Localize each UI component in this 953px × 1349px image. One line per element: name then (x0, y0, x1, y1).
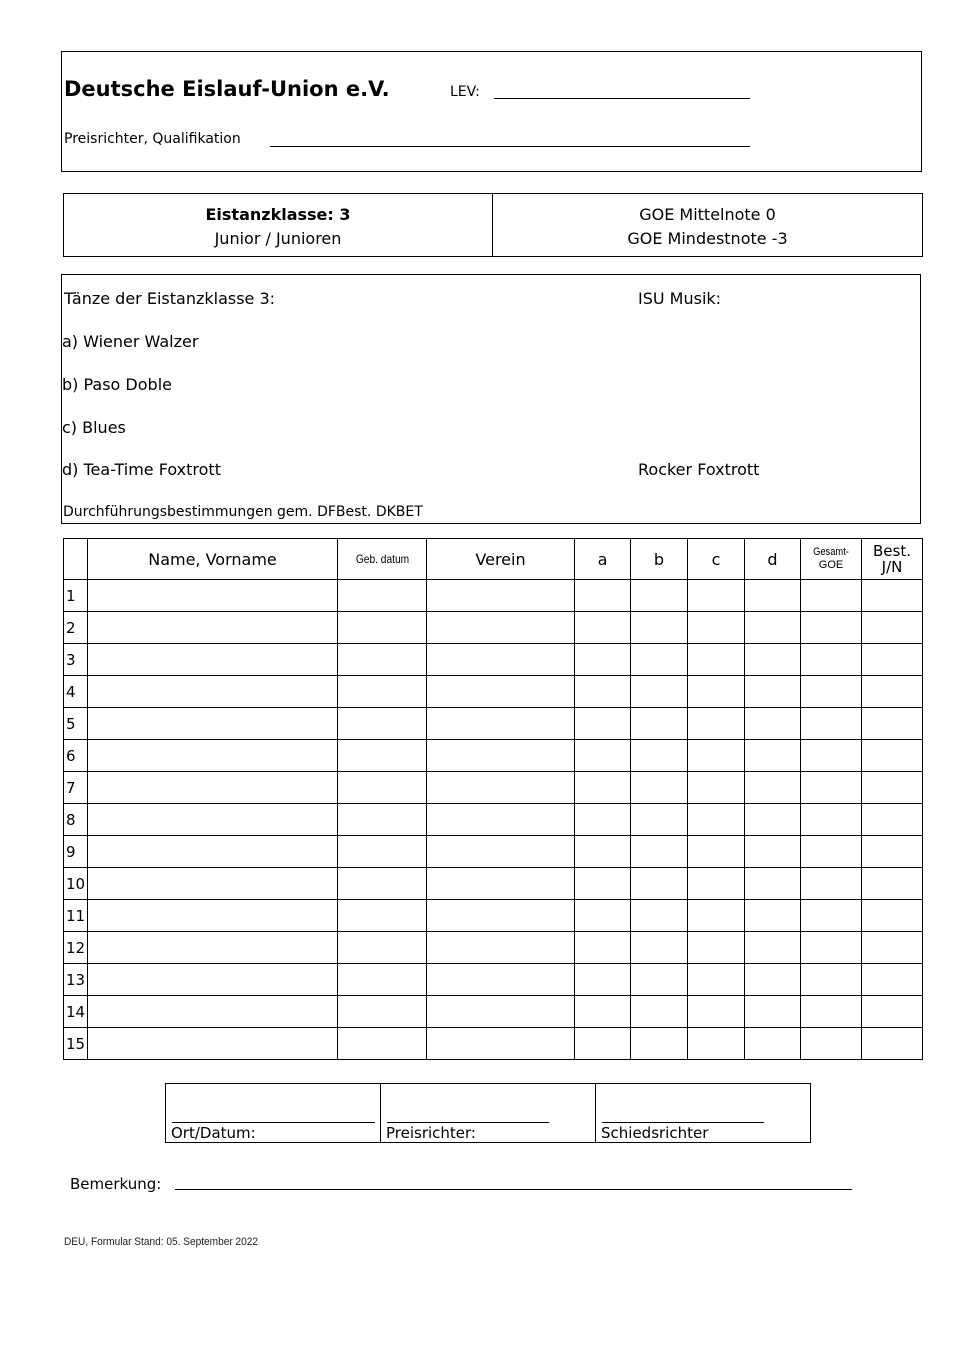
cell-total-goe[interactable] (801, 612, 862, 644)
dances-heading: Tänze der Eistanzklasse 3: (64, 289, 276, 308)
table-row (64, 868, 923, 900)
cell-c[interactable] (688, 740, 745, 772)
cell-name[interactable] (88, 644, 338, 676)
cell-club[interactable] (427, 644, 575, 676)
cell-name[interactable] (88, 740, 338, 772)
cell-c[interactable] (688, 932, 745, 964)
cell-name[interactable] (88, 868, 338, 900)
header-passed-line1: Best. (873, 542, 911, 560)
cell-birth-date[interactable] (338, 740, 427, 772)
cell-club[interactable] (427, 804, 575, 836)
cell-b[interactable] (631, 580, 688, 612)
row-number: 7 (64, 772, 88, 804)
cell-c[interactable] (688, 644, 745, 676)
footer-note: DEU, Formular Stand: 05. September 2022 (64, 1236, 259, 1248)
cell-a[interactable] (575, 996, 631, 1028)
cell-c[interactable] (688, 772, 745, 804)
cell-d[interactable] (745, 1028, 801, 1060)
cell-club[interactable] (427, 580, 575, 612)
referee-signature-label: Schiedsrichter (601, 1124, 709, 1142)
cell-a[interactable] (575, 900, 631, 932)
goe-min: GOE Mindestnote -3 (627, 229, 788, 248)
cell-b[interactable] (631, 836, 688, 868)
cell-d[interactable] (745, 868, 801, 900)
lev-input-line[interactable] (494, 98, 750, 99)
cell-c[interactable] (688, 708, 745, 740)
row-number: 10 (64, 868, 88, 900)
header-box (61, 51, 922, 172)
cell-club[interactable] (427, 964, 575, 996)
cell-a[interactable] (575, 772, 631, 804)
dance-d-music: Rocker Foxtrott (638, 460, 760, 479)
header-total-goe-line1: Gesamt- (813, 546, 849, 558)
referee-signature-line (602, 1122, 764, 1123)
cell-c[interactable] (688, 580, 745, 612)
row-number: 1 (64, 580, 88, 612)
cell-b[interactable] (631, 772, 688, 804)
cell-passed[interactable] (862, 708, 923, 740)
cell-b[interactable] (631, 868, 688, 900)
cell-passed[interactable] (862, 644, 923, 676)
header-b: b (631, 539, 688, 580)
cell-total-goe[interactable] (801, 964, 862, 996)
cell-name[interactable] (88, 804, 338, 836)
cell-d[interactable] (745, 580, 801, 612)
cell-total-goe[interactable] (801, 868, 862, 900)
table-row (64, 612, 923, 644)
cell-name[interactable] (88, 708, 338, 740)
goe-mean: GOE Mittelnote 0 (639, 205, 776, 224)
header-club: Verein (427, 539, 575, 580)
cell-b[interactable] (631, 1028, 688, 1060)
cell-club[interactable] (427, 996, 575, 1028)
row-number: 9 (64, 836, 88, 868)
cell-total-goe[interactable] (801, 644, 862, 676)
dance-d: d) Tea-Time Foxtrott (62, 460, 221, 479)
row-number: 14 (64, 996, 88, 1028)
cell-name[interactable] (88, 612, 338, 644)
table-row (64, 708, 923, 740)
regulations-note: Durchführungsbestimmungen gem. DFBest. DKBET (63, 504, 423, 520)
cell-a[interactable] (575, 836, 631, 868)
row-number: 2 (64, 612, 88, 644)
cell-name[interactable] (88, 996, 338, 1028)
cell-name[interactable] (88, 932, 338, 964)
cell-total-goe[interactable] (801, 676, 862, 708)
class-cell (64, 194, 493, 256)
lev-label: LEV: (450, 84, 480, 100)
cell-birth-date[interactable] (338, 580, 427, 612)
header-num (64, 539, 88, 580)
cell-name[interactable] (88, 580, 338, 612)
cell-a[interactable] (575, 868, 631, 900)
cell-b[interactable] (631, 964, 688, 996)
cell-passed[interactable] (862, 836, 923, 868)
row-number: 6 (64, 740, 88, 772)
cell-birth-date[interactable] (338, 1028, 427, 1060)
cell-c[interactable] (688, 900, 745, 932)
cell-a[interactable] (575, 612, 631, 644)
cell-c[interactable] (688, 804, 745, 836)
cell-total-goe[interactable] (801, 996, 862, 1028)
signature-box (165, 1083, 811, 1143)
cell-name[interactable] (88, 964, 338, 996)
cell-total-goe[interactable] (801, 772, 862, 804)
judge-signature-label: Preisrichter: (386, 1124, 476, 1142)
cell-passed[interactable] (862, 740, 923, 772)
cell-birth-date[interactable] (338, 708, 427, 740)
judge-signature-cell[interactable] (381, 1084, 596, 1142)
row-number: 11 (64, 900, 88, 932)
class-box (63, 193, 923, 257)
cell-c[interactable] (688, 676, 745, 708)
cell-a[interactable] (575, 676, 631, 708)
row-number: 13 (64, 964, 88, 996)
cell-name[interactable] (88, 900, 338, 932)
cell-a[interactable] (575, 804, 631, 836)
cell-b[interactable] (631, 740, 688, 772)
cell-a[interactable] (575, 708, 631, 740)
cell-total-goe[interactable] (801, 804, 862, 836)
cell-total-goe[interactable] (801, 900, 862, 932)
goe-cell (493, 194, 922, 256)
cell-d[interactable] (745, 772, 801, 804)
cell-a[interactable] (575, 964, 631, 996)
table-row (64, 932, 923, 964)
cell-total-goe[interactable] (801, 932, 862, 964)
cell-c[interactable] (688, 1028, 745, 1060)
referee-signature-cell[interactable] (596, 1084, 810, 1142)
judge-qualification-input-line[interactable] (270, 146, 750, 147)
table-row (64, 900, 923, 932)
cell-passed[interactable] (862, 964, 923, 996)
cell-a[interactable] (575, 644, 631, 676)
cell-c[interactable] (688, 612, 745, 644)
row-number: 8 (64, 804, 88, 836)
place-date-label: Ort/Datum: (171, 1124, 256, 1142)
cell-d[interactable] (745, 612, 801, 644)
cell-d[interactable] (745, 644, 801, 676)
results-table (63, 538, 923, 1060)
organization-title: Deutsche Eislauf-Union e.V. (64, 77, 390, 101)
cell-birth-date[interactable] (338, 612, 427, 644)
cell-name[interactable] (88, 836, 338, 868)
cell-name[interactable] (88, 772, 338, 804)
table-row (64, 740, 923, 772)
cell-total-goe[interactable] (801, 1028, 862, 1060)
header-total-goe (801, 539, 862, 580)
cell-c[interactable] (688, 836, 745, 868)
cell-club[interactable] (427, 772, 575, 804)
cell-club[interactable] (427, 708, 575, 740)
header-total-goe-line2: GOE (818, 559, 844, 571)
table-row (64, 996, 923, 1028)
cell-b[interactable] (631, 932, 688, 964)
cell-a[interactable] (575, 580, 631, 612)
cell-c[interactable] (688, 868, 745, 900)
table-row (64, 804, 923, 836)
table-row (64, 644, 923, 676)
dance-c: c) Blues (62, 418, 126, 437)
dance-b: b) Paso Doble (62, 375, 172, 394)
cell-birth-date[interactable] (338, 836, 427, 868)
table-header-row (64, 539, 923, 580)
row-number: 4 (64, 676, 88, 708)
cell-passed[interactable] (862, 996, 923, 1028)
cell-club[interactable] (427, 612, 575, 644)
cell-b[interactable] (631, 708, 688, 740)
cell-passed[interactable] (862, 1028, 923, 1060)
table-row (64, 676, 923, 708)
cell-club[interactable] (427, 1028, 575, 1060)
cell-a[interactable] (575, 1028, 631, 1060)
place-date-cell[interactable] (166, 1084, 381, 1142)
cell-total-goe[interactable] (801, 836, 862, 868)
cell-club[interactable] (427, 676, 575, 708)
cell-birth-date[interactable] (338, 644, 427, 676)
cell-passed[interactable] (862, 804, 923, 836)
header-passed-line2: J/N (881, 558, 903, 576)
place-date-line (172, 1122, 375, 1123)
cell-d[interactable] (745, 996, 801, 1028)
cell-birth-date[interactable] (338, 932, 427, 964)
cell-b[interactable] (631, 676, 688, 708)
cell-b[interactable] (631, 644, 688, 676)
cell-total-goe[interactable] (801, 580, 862, 612)
table-row (64, 964, 923, 996)
table-row (64, 836, 923, 868)
cell-passed[interactable] (862, 900, 923, 932)
cell-a[interactable] (575, 740, 631, 772)
cell-birth-date[interactable] (338, 804, 427, 836)
cell-d[interactable] (745, 676, 801, 708)
cell-club[interactable] (427, 740, 575, 772)
cell-birth-date[interactable] (338, 996, 427, 1028)
cell-d[interactable] (745, 740, 801, 772)
cell-d[interactable] (745, 708, 801, 740)
row-number: 15 (64, 1028, 88, 1060)
remark-input-line[interactable] (175, 1189, 852, 1190)
cell-birth-date[interactable] (338, 964, 427, 996)
cell-d[interactable] (745, 964, 801, 996)
row-number: 12 (64, 932, 88, 964)
remark-label: Bemerkung: (70, 1175, 162, 1193)
cell-name[interactable] (88, 676, 338, 708)
header-birth-date: Geb. datum (344, 539, 420, 580)
cell-name[interactable] (88, 1028, 338, 1060)
cell-birth-date[interactable] (338, 900, 427, 932)
class-title: Eistanzklasse: 3 (205, 205, 351, 224)
cell-passed[interactable] (862, 932, 923, 964)
cell-total-goe[interactable] (801, 708, 862, 740)
cell-birth-date[interactable] (338, 676, 427, 708)
cell-c[interactable] (688, 964, 745, 996)
cell-passed[interactable] (862, 676, 923, 708)
row-number: 3 (64, 644, 88, 676)
table-row (64, 1028, 923, 1060)
cell-club[interactable] (427, 836, 575, 868)
cell-a[interactable] (575, 932, 631, 964)
cell-b[interactable] (631, 804, 688, 836)
cell-club[interactable] (427, 868, 575, 900)
cell-b[interactable] (631, 900, 688, 932)
judge-qualification-label: Preisrichter, Qualifikation (64, 131, 241, 147)
cell-b[interactable] (631, 612, 688, 644)
judge-signature-line (387, 1122, 549, 1123)
cell-d[interactable] (745, 932, 801, 964)
cell-birth-date[interactable] (338, 868, 427, 900)
cell-b[interactable] (631, 996, 688, 1028)
header-a: a (575, 539, 631, 580)
cell-club[interactable] (427, 900, 575, 932)
table-row (64, 580, 923, 612)
class-subtitle: Junior / Junioren (214, 229, 342, 248)
cell-passed[interactable] (862, 868, 923, 900)
header-passed (862, 539, 923, 580)
header-c: c (688, 539, 745, 580)
cell-d[interactable] (745, 836, 801, 868)
cell-total-goe[interactable] (801, 740, 862, 772)
dances-box (61, 274, 921, 524)
cell-d[interactable] (745, 900, 801, 932)
cell-passed[interactable] (862, 580, 923, 612)
cell-c[interactable] (688, 996, 745, 1028)
music-heading: ISU Musik: (638, 289, 722, 308)
header-name: Name, Vorname (88, 539, 338, 580)
cell-passed[interactable] (862, 612, 923, 644)
dance-a: a) Wiener Walzer (62, 332, 199, 351)
cell-birth-date[interactable] (338, 772, 427, 804)
row-number: 5 (64, 708, 88, 740)
cell-passed[interactable] (862, 772, 923, 804)
table-row (64, 772, 923, 804)
cell-club[interactable] (427, 932, 575, 964)
cell-d[interactable] (745, 804, 801, 836)
header-d: d (745, 539, 801, 580)
